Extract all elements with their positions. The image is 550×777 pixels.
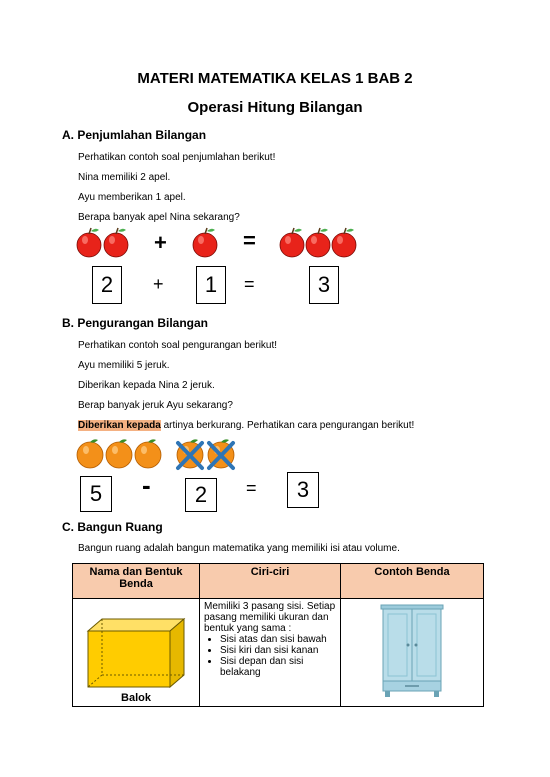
equals-sign: = — [243, 228, 256, 253]
section-b-line: Perhatikan contoh soal pengurangan berikut! — [78, 340, 278, 351]
minus-sign: - — [142, 470, 151, 500]
section-a-line: Berapa banyak apel Nina sekarang? — [78, 212, 240, 223]
section-b-line: Berap banyak jeruk Ayu sekarang? — [78, 400, 233, 411]
result-box: 3 — [287, 472, 319, 508]
apple-icon — [104, 228, 128, 257]
section-a-line: Perhatikan contoh soal penjumlahan berikut! — [78, 152, 276, 163]
equals-sign: = — [246, 478, 257, 498]
result-box: 3 — [309, 266, 339, 304]
section-b-line: Diberikan kepada Nina 2 jeruk. — [78, 380, 215, 391]
plus-sign: + — [154, 230, 167, 255]
section-a-line: Ayu memberikan 1 apel. — [78, 192, 186, 203]
orange-icon — [135, 439, 161, 468]
table-header-row — [73, 564, 484, 599]
oranges-illustration — [76, 437, 246, 471]
section-a-line: Nina memiliki 2 apel. — [78, 172, 171, 183]
page-title: MATERI MATEMATIKA KELAS 1 BAB 2 — [137, 70, 413, 87]
list-item: • Sisi atas dan sisi bawah — [220, 634, 336, 645]
features-list — [204, 634, 336, 678]
table-header: Ciri-ciri — [200, 564, 341, 599]
features-cell — [200, 599, 341, 707]
shape-name: Balok — [121, 692, 151, 704]
orange-icon — [77, 439, 103, 468]
apple-icon — [280, 228, 304, 257]
apple-icon — [77, 228, 101, 257]
apple-icon — [306, 228, 330, 257]
table-header: Nama dan Bentuk Benda — [73, 564, 200, 599]
highlight-text: Diberikan kepada — [78, 420, 161, 431]
section-b-note — [78, 420, 414, 431]
section-c-heading: C. Bangun Ruang — [62, 520, 163, 534]
apples-illustration — [76, 226, 366, 260]
number-box: 5 — [80, 476, 112, 512]
apple-icon — [193, 228, 217, 257]
number-box: 2 — [185, 478, 217, 512]
plus-sign: + — [153, 274, 164, 294]
apple-icon — [332, 228, 356, 257]
list-item: • Sisi kiri dan sisi kanan — [220, 645, 336, 656]
number-box: 1 — [196, 266, 226, 304]
example-cell — [341, 599, 484, 707]
page-subtitle: Operasi Hitung Bilangan — [187, 99, 363, 116]
orange-icon — [106, 439, 132, 468]
table-header: Contoh Benda — [341, 564, 484, 599]
shape-cell — [73, 599, 200, 707]
cuboid-shape — [84, 605, 188, 691]
section-a-heading: A. Penjumlahan Bilangan — [62, 128, 207, 142]
features-text: Memiliki 3 pasang sisi. Setiap pasang memiliki ukuran dan bentuk yang sama : — [204, 601, 336, 634]
section-b-line: Ayu memiliki 5 jeruk. — [78, 360, 170, 371]
number-box: 2 — [92, 266, 122, 304]
equals-sign: = — [244, 274, 255, 294]
list-item: • Sisi depan dan sisi belakang — [220, 656, 336, 678]
wardrobe-icon — [377, 603, 447, 699]
table-row — [73, 599, 484, 707]
section-c-intro: Bangun ruang adalah bangun matematika yang memiliki isi atau volume. — [78, 543, 400, 554]
note-text: artinya berkurang. Perhatikan cara pengurangan berikut! — [160, 420, 415, 431]
section-b-heading: B. Pengurangan Bilangan — [62, 316, 209, 330]
shapes-table — [72, 563, 484, 707]
